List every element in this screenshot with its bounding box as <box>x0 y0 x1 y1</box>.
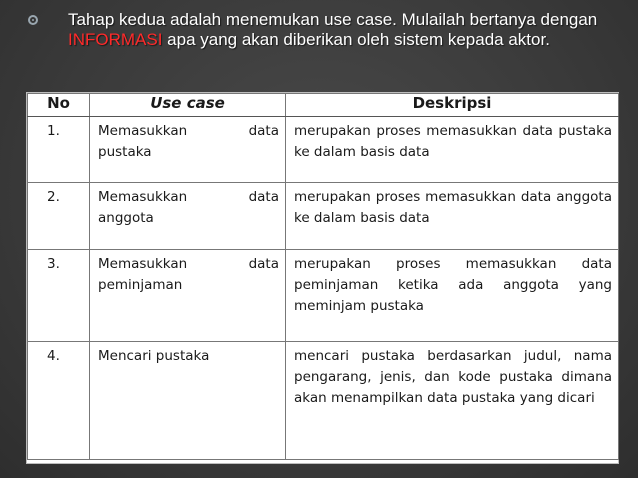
use-case-table-container <box>27 93 618 463</box>
row-description: merupakan proses memasukkan data anggota ke dalam basis data <box>286 183 619 250</box>
use-case-word: anggota <box>98 210 154 226</box>
intro-text-after: apa yang akan diberikan oleh sistem kepada aktor. <box>162 30 550 49</box>
use-case-word: data <box>248 189 279 205</box>
row-no: 3. <box>28 250 90 342</box>
row-no: 1. <box>28 117 90 183</box>
use-case-word: data <box>248 123 279 139</box>
use-case-word: peminjaman <box>98 277 183 293</box>
use-case-word: Memasukkan <box>98 189 188 205</box>
header-use-case: Use case <box>90 94 286 117</box>
row-description: mencari pustaka berdasarkan judul, nama pengarang, jenis, dan kode pustaka dimana akan menampilkan data pustaka yang dicari <box>286 342 619 460</box>
use-case-word: Mencari pustaka <box>98 348 210 364</box>
use-case-word: Memasukkan <box>98 123 188 139</box>
row-description: merupakan proses memasukkan data pustaka ke dalam basis data <box>286 117 619 183</box>
row-description: merupakan proses memasukkan data peminjaman ketika ada anggota yang meminjam pustaka <box>286 250 619 342</box>
intro-text <box>68 10 608 50</box>
row-use-case <box>90 183 286 250</box>
use-case-word: data <box>248 256 279 272</box>
row-use-case <box>90 250 286 342</box>
table-row <box>28 117 619 183</box>
header-no: No <box>28 94 90 117</box>
row-use-case <box>90 117 286 183</box>
intro-text-before: Tahap kedua adalah menemukan use case. Mulailah bertanya dengan <box>68 10 598 29</box>
header-deskripsi: Deskripsi <box>286 94 619 117</box>
table-row <box>28 342 619 460</box>
table-row <box>28 250 619 342</box>
row-no: 4. <box>28 342 90 460</box>
table-row <box>28 183 619 250</box>
intro-paragraph <box>28 10 608 50</box>
table-header-row <box>28 94 619 117</box>
use-case-word: pustaka <box>98 144 152 160</box>
bullet-circle-icon <box>28 15 38 25</box>
row-no: 2. <box>28 183 90 250</box>
row-use-case <box>90 342 286 460</box>
use-case-word: Memasukkan <box>98 256 188 272</box>
use-case-table <box>27 93 619 460</box>
intro-highlight: INFORMASI <box>68 30 163 49</box>
